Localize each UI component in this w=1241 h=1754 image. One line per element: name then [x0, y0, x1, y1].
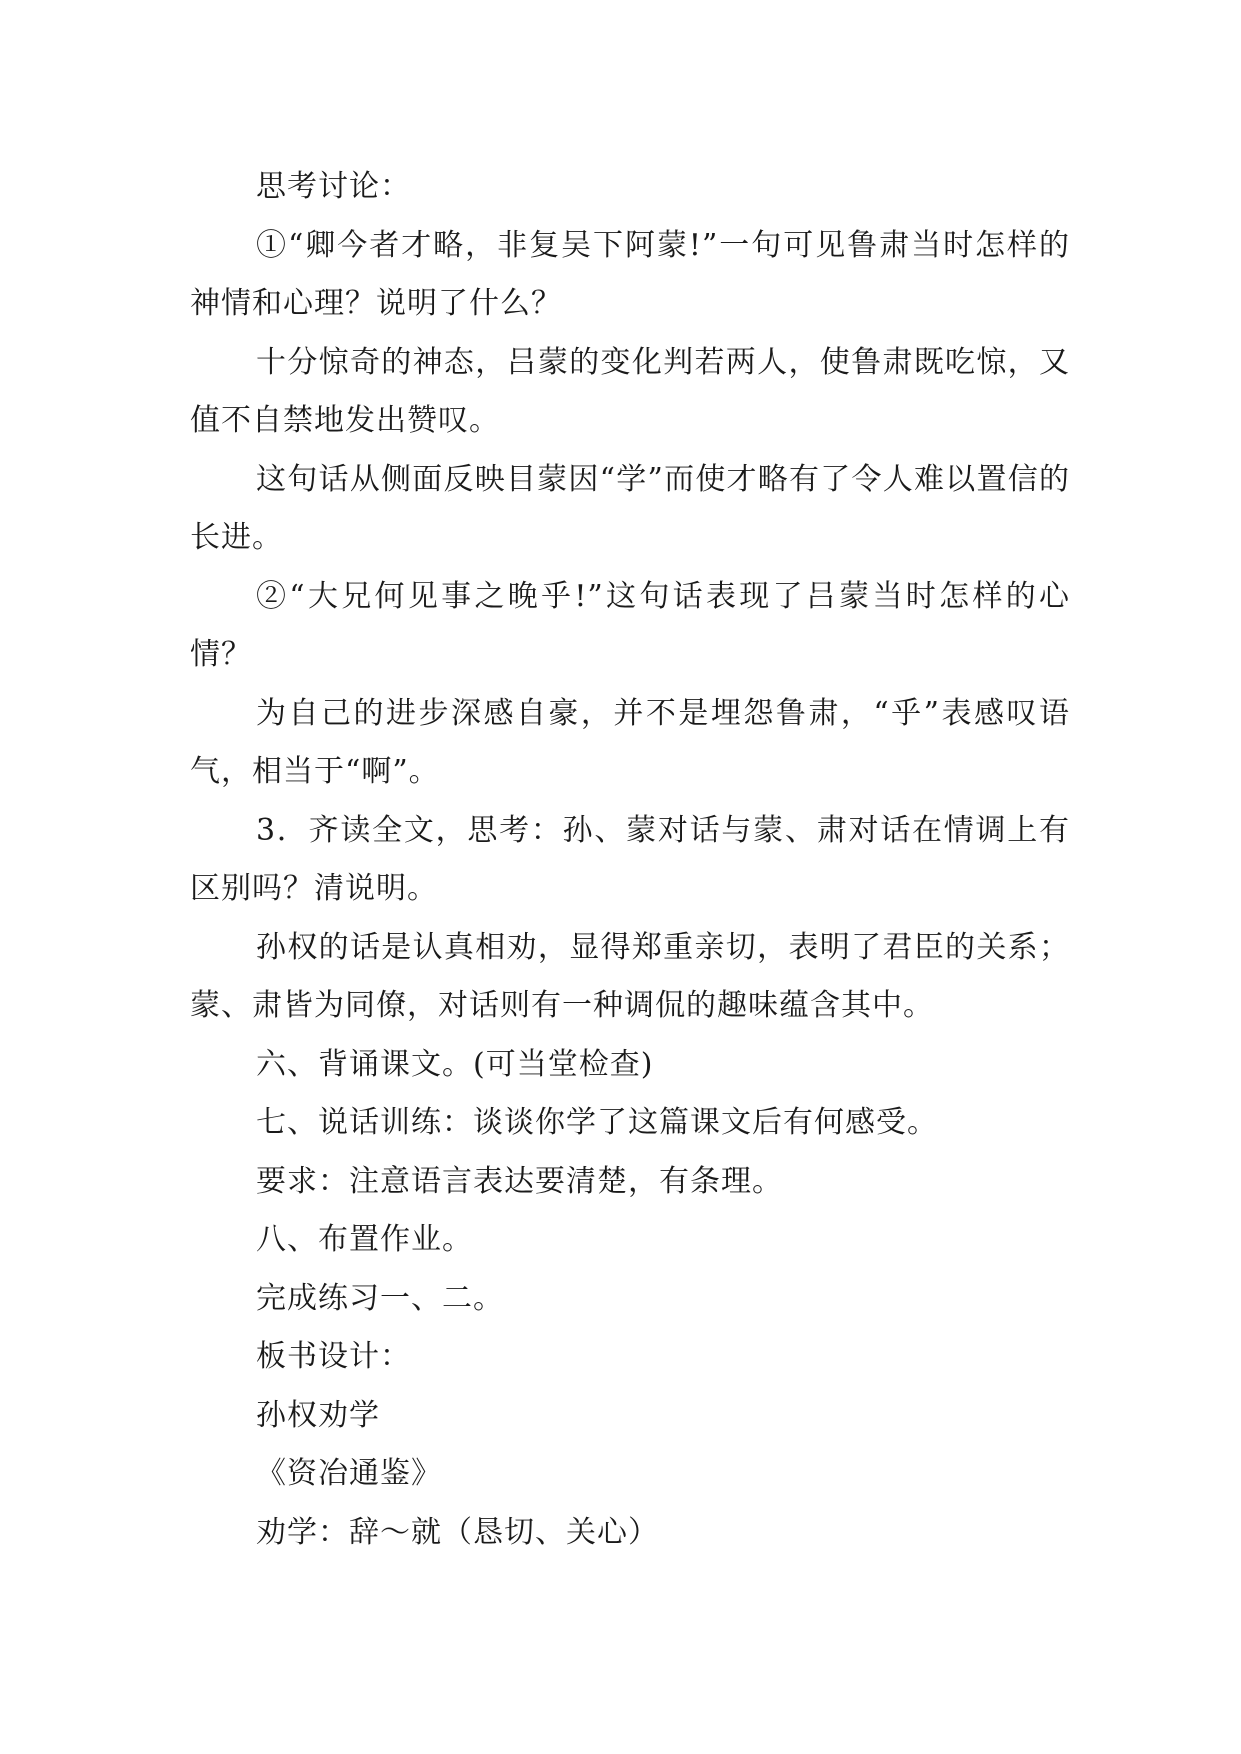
paragraph: ②“大兄何见事之晚乎!”这句话表现了吕蒙当时怎样的心情？ — [190, 578, 1070, 672]
paragraph: 劝学：辞～就（恳切、关心） — [256, 1514, 659, 1550]
paragraph: 十分惊奇的神态，吕蒙的变化判若两人，使鲁肃既吃惊，又值不自禁地发出赞叹。 — [190, 344, 1070, 438]
paragraph: 板书设计： — [256, 1339, 411, 1374]
paragraph: 孙权劝学 — [256, 1397, 380, 1433]
document-body — [190, 158, 1070, 1562]
paragraph: 3．齐读全文，思考：孙、蒙对话与蒙、肃对话在情调上有区别吗？清说明。 — [190, 812, 1070, 906]
paragraph: 这句话从侧面反映目蒙因“学”而使才略有了令人难以置信的长进。 — [190, 461, 1070, 555]
paragraph: 思考讨论： — [256, 169, 411, 204]
paragraph: 为自己的进步深感自豪，并不是埋怨鲁肃，“乎”表感叹语气，相当于“啊”。 — [190, 695, 1070, 789]
paragraph: 八、布置作业。 — [256, 1222, 473, 1257]
paragraph: 孙权的话是认真相劝，显得郑重亲切，表明了君臣的关系；蒙、肃皆为同僚，对话则有一种调侃的趣味蕴含其中。 — [190, 929, 1070, 1023]
paragraph: 六、背诵课文。(可当堂检查) — [256, 1046, 654, 1082]
paragraph: 《资冶通鉴》 — [256, 1456, 442, 1491]
paragraph: 要求：注意语言表达要清楚，有条理。 — [256, 1163, 783, 1199]
paragraph: ①“卿今者才略，非复吴下阿蒙!”一句可见鲁肃当时怎样的神情和心理？说明了什么？ — [190, 227, 1070, 321]
paragraph: 完成练习一、二。 — [256, 1280, 504, 1316]
paragraph: 七、说话训练：谈谈你学了这篇课文后有何感受。 — [256, 1105, 938, 1140]
